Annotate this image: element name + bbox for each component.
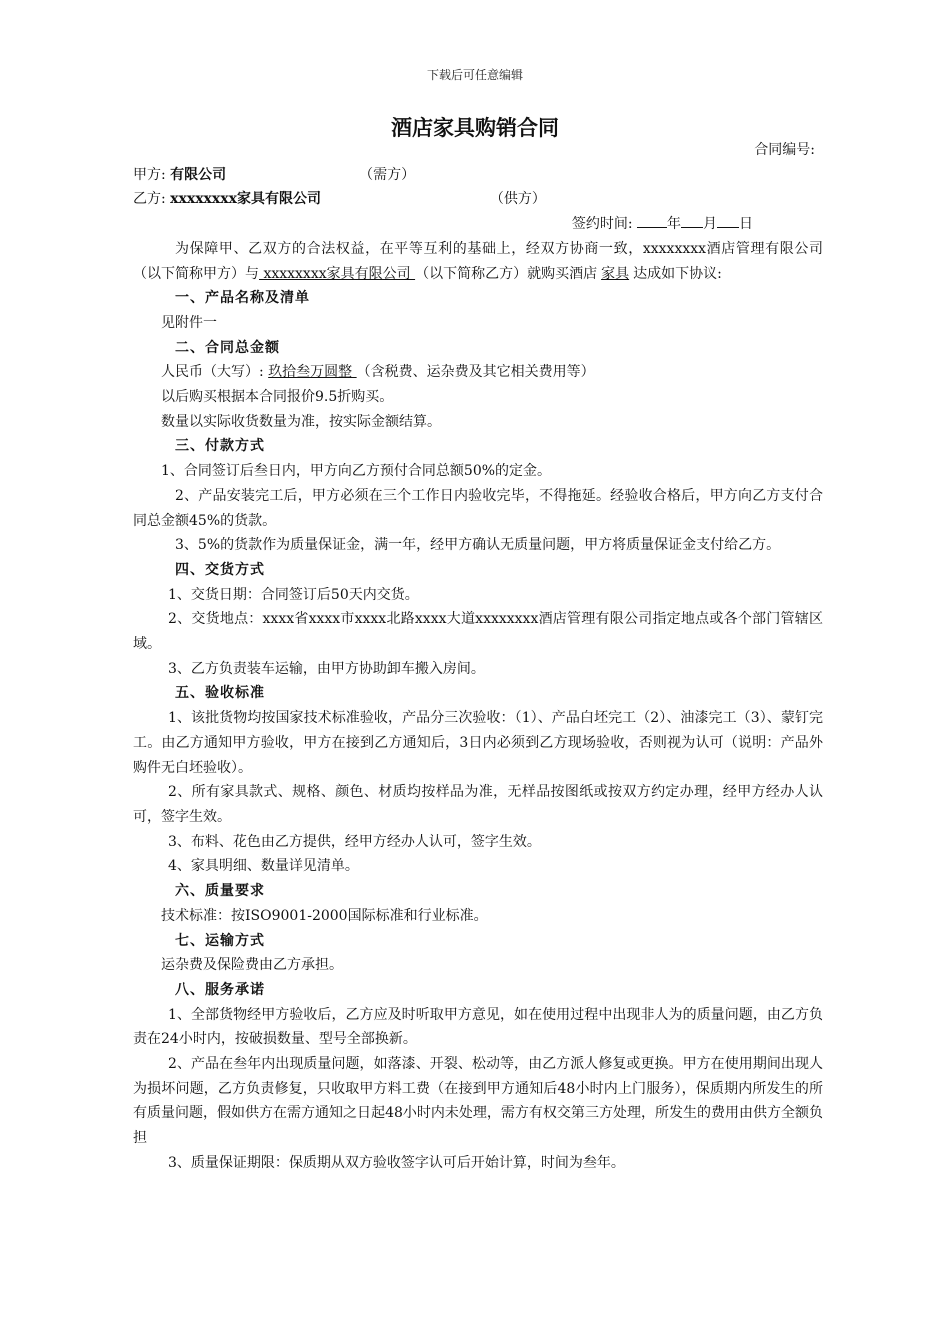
- intro-text-3: 达成如下协议:: [633, 265, 722, 282]
- intro-supplier: xxxxxxxx家具有限公司: [259, 265, 416, 282]
- section-6-line: 技术标准：按ISO9001-2000国际标准和行业标准。: [161, 907, 488, 924]
- section-5-item-1: 1、该批货物均按国家技术标准验收，产品分三次验收：（1）、产品白坯完工（2）、油漆完工（3）、蒙钉完工。由乙方通知甲方验收，甲方在接到乙方通知后，3日内必须到乙方现场验收，否则视为认可（说明：产品外购件无白坯验收）。: [133, 710, 823, 776]
- section-2-line-2: 以后购买根据本合同报价9.5折购买。: [161, 389, 394, 406]
- sign-day-label: 日: [739, 216, 753, 233]
- intro-paragraph: [133, 237, 823, 286]
- section-5-item-3: 3、布料、花色由乙方提供，经甲方经办人认可，签字生效。: [168, 833, 541, 850]
- intro-goods: 家具: [601, 265, 630, 282]
- section-5-item-2: 2、所有家具款式、规格、颜色、材质均按样品为准，无样品按图纸或按双方约定办理，经甲方经办人认可，签字生效。: [133, 784, 823, 825]
- section-8-item-2: 2、产品在叁年内出现质量问题，如落漆、开裂、松动等，由乙方派人修复或更换。甲方在使用期间出现人为损坏问题，乙方负责修复，只收取甲方料工费（在接到甲方通知后48小时内上门服务），保质期内所发生的所有质量问题，假如供方在需方通知之日起48小时内未处理，需方有权交第三方处理，所发生的费用由供方全额负担: [133, 1056, 823, 1147]
- party-b-role: （供方）: [489, 191, 546, 208]
- party-b-name: xxxxxxxx家具有限公司: [170, 191, 321, 208]
- header-note: 下载后可任意编辑: [426, 68, 523, 82]
- document-title: 酒店家具购销合同: [391, 116, 559, 140]
- party-a-line: [133, 163, 823, 188]
- amount-value: 玖拾叁万圆整: [268, 364, 357, 381]
- party-a-role: （需方）: [359, 166, 416, 183]
- section-8-heading: 八、服务承诺: [175, 981, 265, 998]
- section-4-item-3: 3、乙方负责装车运输，由甲方协助卸车搬入房间。: [168, 660, 485, 677]
- section-8-item-1: 1、全部货物经甲方验收后，乙方应及时听取甲方意见，如在使用过程中出现非人为的质量问题，由乙方负责在24小时内，按破损数量、型号全部换新。: [133, 1006, 823, 1048]
- section-5-item-4: 4、家具明细、数量详见清单。: [168, 858, 359, 875]
- section-2-heading: 二、合同总金额: [175, 339, 280, 356]
- section-4-heading: 四、交货方式: [175, 561, 265, 578]
- section-6-heading: 六、质量要求: [175, 883, 265, 900]
- party-b-label: 乙方:: [133, 191, 166, 208]
- party-a-name: 有限公司: [170, 166, 227, 183]
- section-7-heading: 七、运输方式: [175, 932, 265, 949]
- intro-text-1: 为保障甲、乙双方的合法权益，在平等互利的基础上，经双方协商一致，xxxxxxxx酒店管理有限公司（以下简称甲方）与: [133, 240, 823, 282]
- amount-label: 人民币（大写）:: [161, 364, 264, 381]
- intro-text-2: （以下简称乙方）就购买酒店: [415, 265, 598, 282]
- sign-date-label: 签约时间:: [571, 216, 633, 233]
- section-4-item-2: 2、交货地点：xxxx省xxxx市xxxx北路xxxx大道xxxxxxxx酒店管理有限公司指定地点或各个部门管辖区域。: [133, 611, 823, 653]
- section-7-line: 运杂费及保险费由乙方承担。: [161, 957, 343, 974]
- sign-date-line: [133, 212, 823, 237]
- section-3-item-2: 2、产品安装完工后，甲方必须在三个工作日内验收完毕，不得拖延。经验收合格后，甲方向乙方支付合同总金额45%的货款。: [133, 487, 823, 529]
- party-b-line: [133, 187, 823, 212]
- contract-body: [133, 138, 823, 1176]
- amount-note: （含税费、运杂费及其它相关费用等）: [356, 364, 595, 381]
- section-3-item-1: 1、合同签订后叁日内，甲方向乙方预付合同总额50%的定金。: [161, 463, 552, 480]
- sign-month-label: 月: [703, 216, 717, 233]
- section-8-item-3: 3、质量保证期限：保质期从双方验收签字认可后开始计算，时间为叁年。: [168, 1154, 625, 1171]
- section-4-item-1: 1、交货日期：合同签订后50天内交货。: [168, 586, 419, 603]
- section-5-heading: 五、验收标准: [175, 685, 265, 702]
- contract-number-label: 合同编号:: [754, 142, 815, 158]
- section-2-amount: [133, 360, 823, 385]
- section-2-line-3: 数量以实际收货数量为准，按实际金额结算。: [161, 413, 441, 430]
- section-1-line: 见附件一: [161, 314, 217, 331]
- party-a-label: 甲方:: [133, 166, 166, 183]
- section-1-heading: 一、产品名称及清单: [175, 290, 310, 307]
- section-3-item-3: 3、5%的货款作为质量保证金，满一年，经甲方确认无质量问题，甲方将质量保证金支付给乙方。: [175, 537, 781, 554]
- section-3-heading: 三、付款方式: [175, 438, 265, 455]
- sign-year-label: 年: [667, 216, 681, 233]
